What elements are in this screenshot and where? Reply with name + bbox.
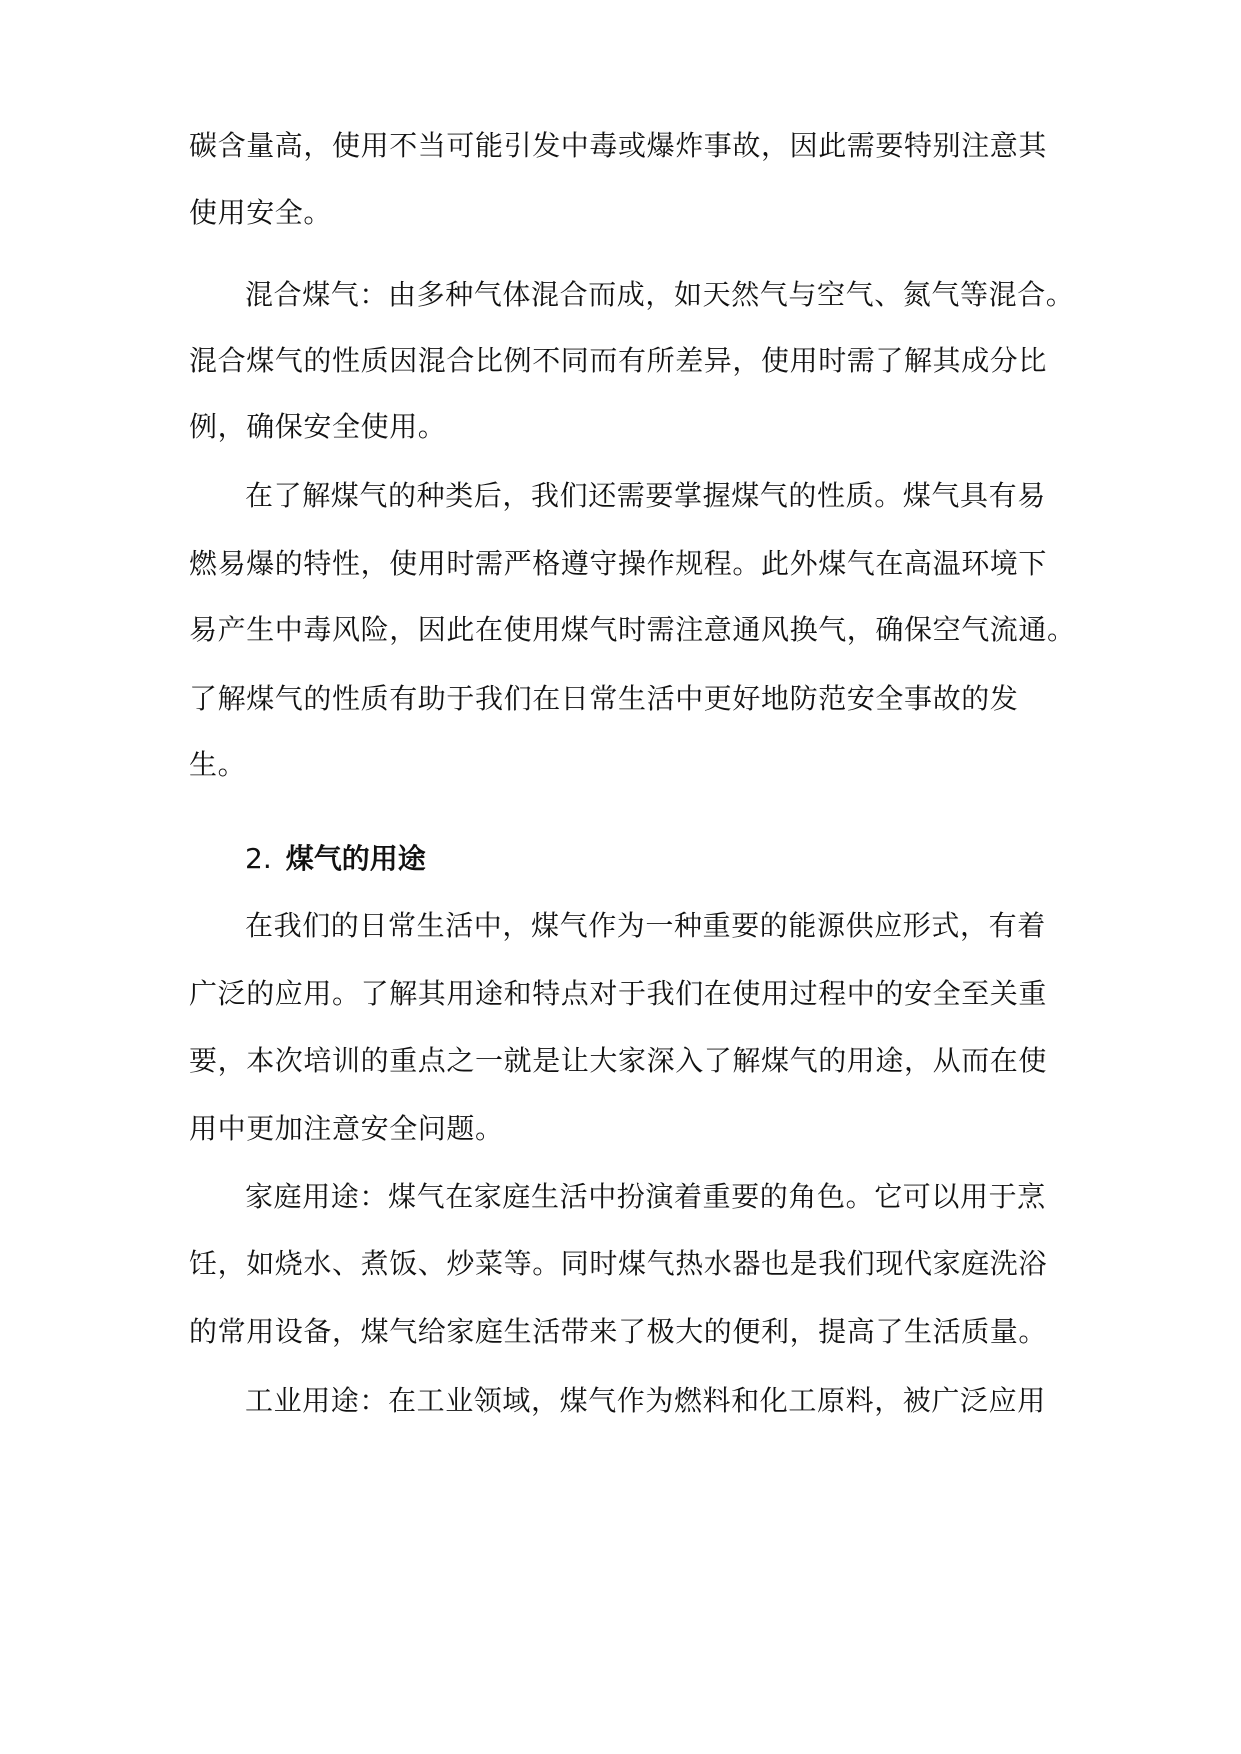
section-heading (245, 839, 426, 879)
paragraph-line: 例，确保安全使用。 (189, 410, 447, 443)
paragraph-line: 易产生中毒风险，因此在使用煤气时需注意通风换气，确保空气流通。 (189, 613, 1076, 646)
paragraph-line: 了解煤气的性质有助于我们在日常生活中更好地防范安全事故的发 (189, 682, 1019, 715)
paragraph-line: 在了解煤气的种类后，我们还需要掌握煤气的性质。煤气具有易 (245, 479, 1046, 512)
paragraph-line: 混合煤气的性质因混合比例不同而有所差异，使用时需了解其成分比 (189, 344, 1048, 377)
paragraph-line: 家庭用途：煤气在家庭生活中扮演着重要的角色。它可以用于烹 (245, 1180, 1046, 1213)
paragraph-line: 广泛的应用。了解其用途和特点对于我们在使用过程中的安全至关重 (189, 977, 1048, 1010)
paragraph-line: 生。 (189, 748, 247, 781)
paragraph-line: 碳含量高，使用不当可能引发中毒或爆炸事故，因此需要特别注意其 (189, 129, 1048, 162)
paragraph-line: 在我们的日常生活中，煤气作为一种重要的能源供应形式，有着 (245, 909, 1046, 942)
paragraph-line: 饪，如烧水、煮饭、炒菜等。同时煤气热水器也是我们现代家庭洗浴 (189, 1247, 1048, 1280)
section-title: 煤气的用途 (285, 842, 426, 875)
paragraph-line: 工业用途：在工业领域，煤气作为燃料和化工原料，被广泛应用 (245, 1384, 1046, 1417)
paragraph-line: 燃易爆的特性，使用时需严格遵守操作规程。此外煤气在高温环境下 (189, 547, 1048, 580)
paragraph-line: 要，本次培训的重点之一就是让大家深入了解煤气的用途，从而在使 (189, 1044, 1048, 1077)
paragraph-line: 混合煤气：由多种气体混合而成，如天然气与空气、氮气等混合。 (245, 278, 1075, 311)
section-number: 2. (245, 842, 272, 875)
paragraph-line: 使用安全。 (189, 196, 333, 229)
paragraph-line: 用中更加注意安全问题。 (189, 1112, 504, 1145)
paragraph-line: 的常用设备，煤气给家庭生活带来了极大的便利，提高了生活质量。 (189, 1315, 1048, 1348)
